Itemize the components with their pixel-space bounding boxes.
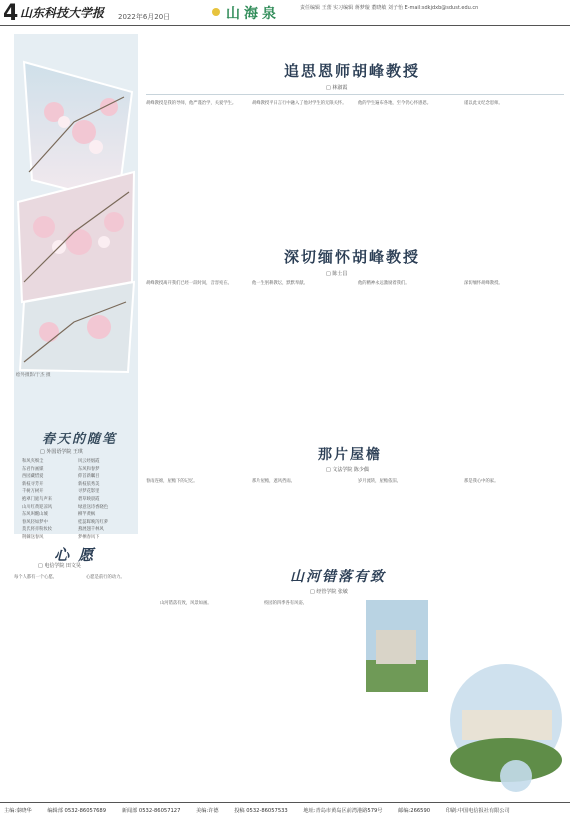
article-byline: □ 外国语学院 王琪 — [40, 449, 83, 455]
editor-info: 责任编辑 王蕾 实习编辑 蒋梦璇 董晓敏 刘子怡 E-mail:sdkjdxb@sdust.edu.cn — [300, 5, 479, 11]
footer-item: 地址:青岛市黄岛区前湾港路579号 — [303, 808, 383, 814]
article-byline: □ 电信学院 田文昊 — [38, 563, 81, 569]
poem-line: 碧草映晨霞 — [78, 496, 100, 502]
poem-line: 绿意送诗香晓色 — [78, 504, 109, 510]
campus-landscape-photo — [366, 600, 562, 796]
divider — [146, 94, 564, 95]
poem-line: 新枝依秀美 — [78, 481, 100, 487]
article-block — [146, 444, 564, 564]
photo-caption: 绘外摄影/于杰 摄 — [16, 373, 51, 378]
poem-line: 风云经烟霞 — [78, 459, 100, 464]
poem-line: 东君作画媒 — [22, 466, 44, 472]
article-title: 心 愿 — [54, 546, 96, 564]
poem-line: 仰首新瞩目 — [78, 474, 100, 480]
body-text: 岁月流转，屋檐依旧。 — [358, 479, 401, 484]
page-header — [0, 0, 570, 26]
article-title: 深切缅怀胡峰教授 — [284, 248, 421, 266]
article-block — [146, 246, 564, 406]
article-title: 那片屋檐 — [318, 447, 382, 463]
body-text: 他一生躬耕教坛，默默奉献。 — [252, 281, 308, 286]
poem-line: 千树万树开 — [22, 489, 44, 495]
article-byline: □ 林淑霞 — [326, 85, 348, 91]
poem-line: 西园藏惜爱 — [22, 474, 44, 480]
body-text: 谨以此文纪念恩师。 — [464, 101, 503, 106]
article-byline: □ 文法学院 陈少偶 — [326, 467, 369, 473]
body-text: 胡峰教授是我的导师，他严谨治学，关爱学生。 — [146, 101, 237, 106]
article-block — [146, 34, 564, 246]
article-title: 山河错落有致 — [290, 569, 386, 585]
masthead: 山东科技大学报 — [20, 6, 105, 20]
body-text: 山河错落有致，风景如画。 — [160, 601, 212, 606]
body-text: 春雨连绵，屋檐下的记忆。 — [146, 479, 198, 484]
publish-date: 2022年6月20日 — [118, 13, 171, 21]
poem-right — [78, 458, 134, 542]
body-text: 每个人都有一个心愿。 — [14, 575, 57, 580]
body-text: 他的精神永远激励着我们。 — [358, 281, 410, 286]
page-number: 4 — [3, 1, 19, 26]
section-title: 山海泉 — [226, 6, 280, 22]
body-text: 那片屋檐，遮风挡雨。 — [252, 479, 295, 484]
article-title: 追思恩师胡峰教授 — [284, 62, 421, 80]
footer-item: 邮编:266590 — [398, 808, 431, 814]
body-text: 深切缅怀胡峰教授。 — [464, 281, 503, 286]
footer-item: 投稿 0532-86057533 — [234, 808, 288, 814]
body-text: 胡峰教授平日言行中融入了他对学生的无限关怀。 — [252, 101, 347, 106]
poem-line: 山川红黄迎凉风 — [22, 504, 53, 510]
poem-line: 东风和春梦 — [78, 466, 100, 472]
poem-line: 抱翠门庭鸟声来 — [22, 496, 53, 502]
poem-line: 桂蕊晖映泻红萝 — [78, 519, 109, 525]
article-title: 春天的随笔 — [42, 432, 118, 447]
article-block — [160, 564, 564, 800]
poem-line: 春风轻如梦中 — [22, 519, 48, 525]
sidebar-column — [14, 34, 138, 540]
page-footer — [0, 802, 570, 820]
poem-line: 梦栖春风下 — [78, 534, 100, 540]
body-text: 校园的四季各有风姿。 — [264, 601, 307, 606]
footer-item: 主编:秦晓华 — [4, 808, 32, 814]
footer-item: 编辑部 0532-86057689 — [47, 808, 107, 814]
poem-left — [22, 458, 76, 542]
footer-item: 新闻部 0532-86057127 — [121, 808, 181, 814]
blossom-photo-collage — [14, 52, 138, 382]
body-text: 他的学生遍布各地，至今仍心怀感恩。 — [358, 101, 432, 106]
poem-line: 寻梦花影里 — [78, 489, 100, 495]
poem-line: 荆棘送春风 — [22, 534, 44, 540]
body-text: 心愿是前行的动力。 — [86, 575, 125, 580]
poem-line: 柳芊黄枫 — [78, 512, 96, 518]
body-text: 那是我心中的家。 — [464, 479, 499, 484]
body-text: 胡峰教授离开我们已经一段时间，音容宛在。 — [146, 281, 232, 286]
article-byline: □ 经管学院 张敏 — [310, 589, 348, 595]
poem-line: 新枝寻芳开 — [22, 481, 44, 487]
poem-line: 燕展翅千林风 — [78, 527, 104, 533]
poem-line: 莫氏将赤粉妆妆 — [22, 527, 53, 533]
section-dot-icon — [212, 8, 220, 16]
poem-line: 和风夹细尘 — [22, 459, 44, 464]
article-byline: □ 陈士昌 — [326, 271, 348, 277]
footer-item: 美编:许德 — [196, 808, 219, 814]
article-block — [14, 540, 154, 798]
poem-line: 东风叫醒山城 — [22, 512, 48, 518]
footer-item: 印刷:中国电信报社有限公司 — [445, 808, 510, 814]
